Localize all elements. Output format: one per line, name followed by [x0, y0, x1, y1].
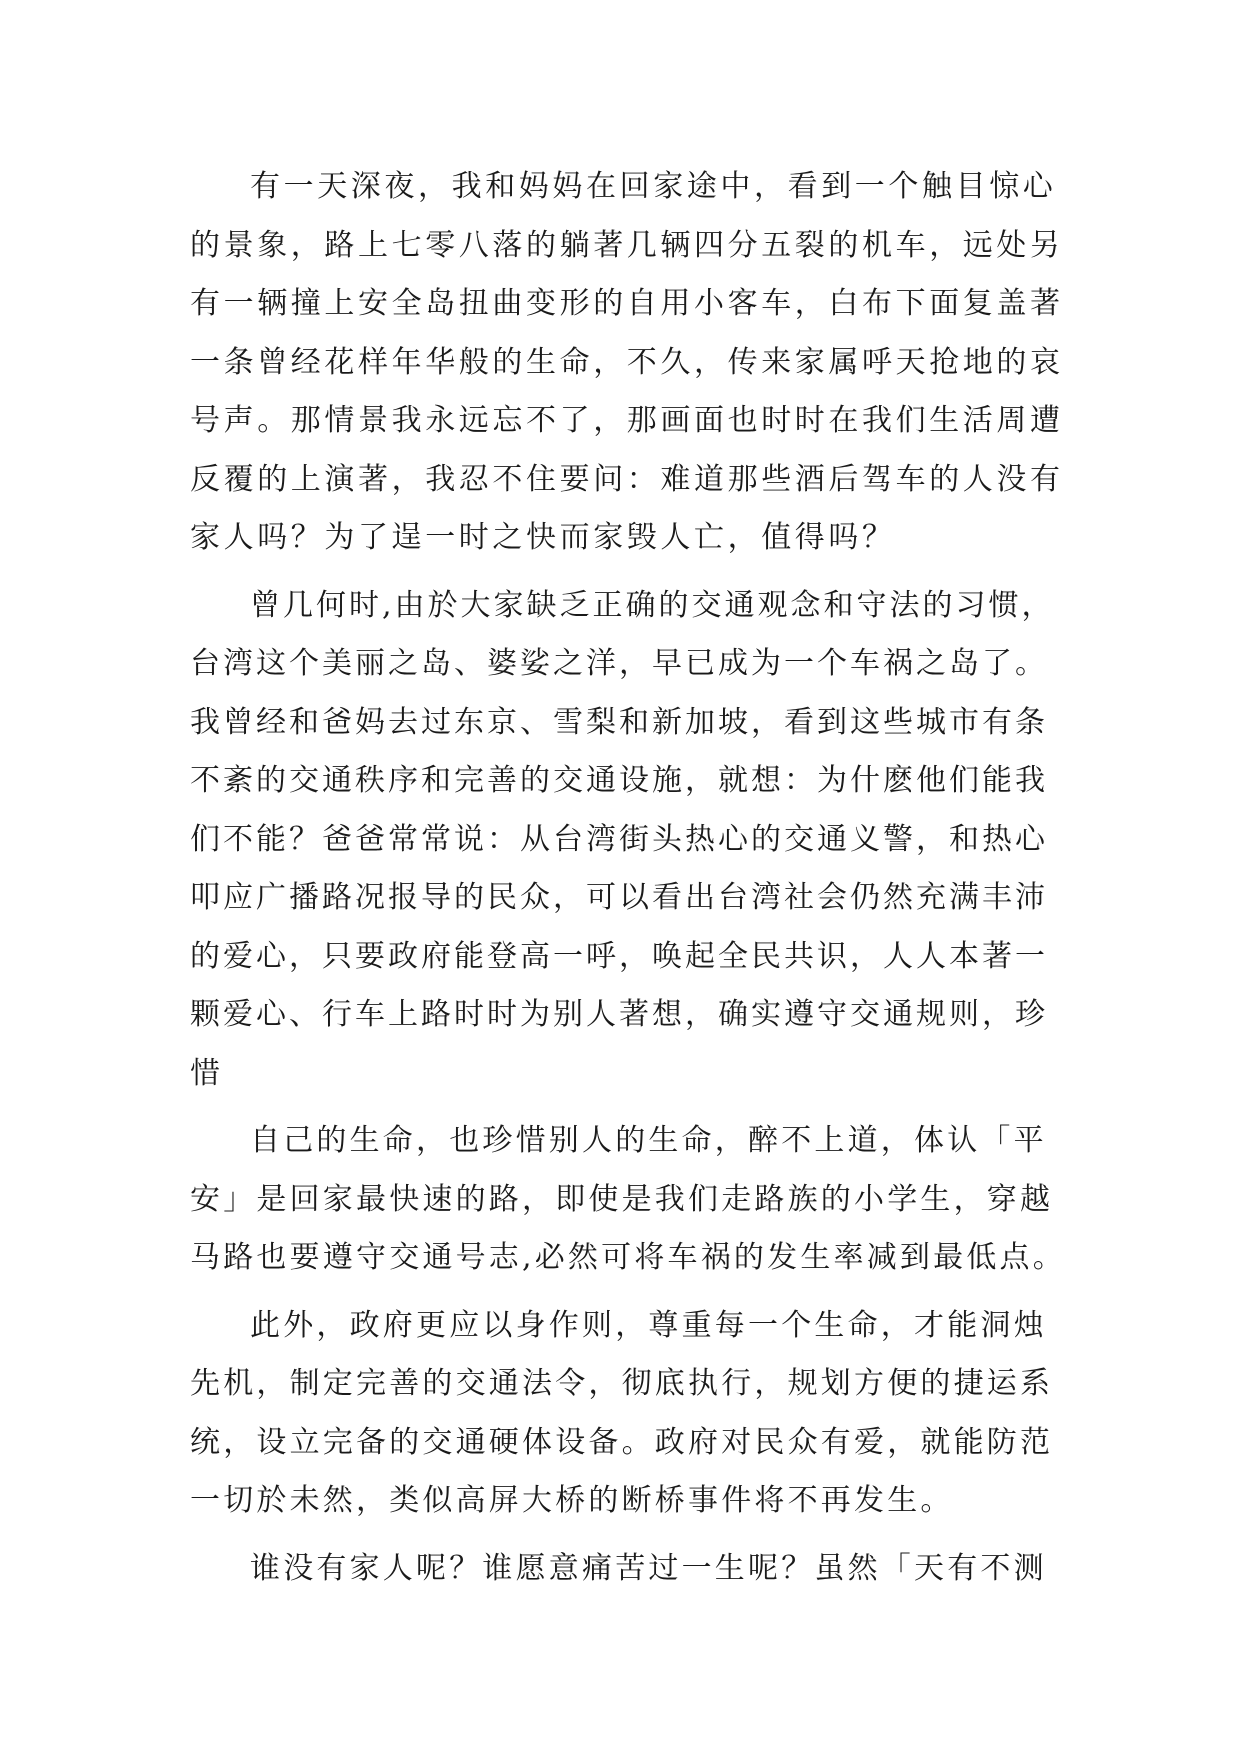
paragraph-3: 自己的生命，也珍惜别人的生命，醉不上道，体认「平安」是回家最快速的路，即使是我们走路族的小学生，穿越马路也要遵守交通号志,必然可将车祸的发生率减到最低点。 — [190, 1123, 1066, 1275]
paragraph-5: 谁没有家人呢？谁愿意痛苦过一生呢？虽然「天有不测 — [250, 1550, 1047, 1586]
document-body — [190, 158, 1070, 1598]
paragraph-4: 此外，政府更应以身作则，尊重每一个生命，才能洞烛先机，制定完善的交通法令，彻底执行，规划方便的捷运系统，设立完备的交通硬体设备。政府对民众有爱，就能防范一切於未然，类似高屏大桥的断桥事件将不再发生。 — [190, 1307, 1054, 1518]
paragraph-1: 有一天深夜，我和妈妈在回家途中，看到一个触目惊心的景象，路上七零八落的躺著几辆四分五裂的机车，远处另有一辆撞上安全岛扭曲变形的自用小客车，白布下面复盖著一条曾经花样年华般的生命，不久，传来家属呼天抢地的哀号声。那情景我永远忘不了，那画面也时时在我们生活周遭反覆的上演著，我忍不住要问：难道那些酒后驾车的人没有家人吗？为了逞一时之快而家毁人亡，值得吗？ — [190, 169, 1064, 555]
paragraph-2: 曾几何时,由於大家缺乏正确的交通观念和守法的习惯，台湾这个美丽之岛、婆娑之洋，早已成为一个车祸之岛了。我曾经和爸妈去过东京、雪梨和新加坡，看到这些城市有条不紊的交通秩序和完善的交通设施，就想：为什麽他们能我们不能？爸爸常常说：从台湾街头热心的交通义警，和热心叩应广播路况报导的民众，可以看出台湾社会仍然充满丰沛的爱心，只要政府能登高一呼，唤起全民共识，人人本著一颗爱心、行车上路时时为别人著想，确实遵守交通规则，珍惜 — [190, 587, 1055, 1091]
